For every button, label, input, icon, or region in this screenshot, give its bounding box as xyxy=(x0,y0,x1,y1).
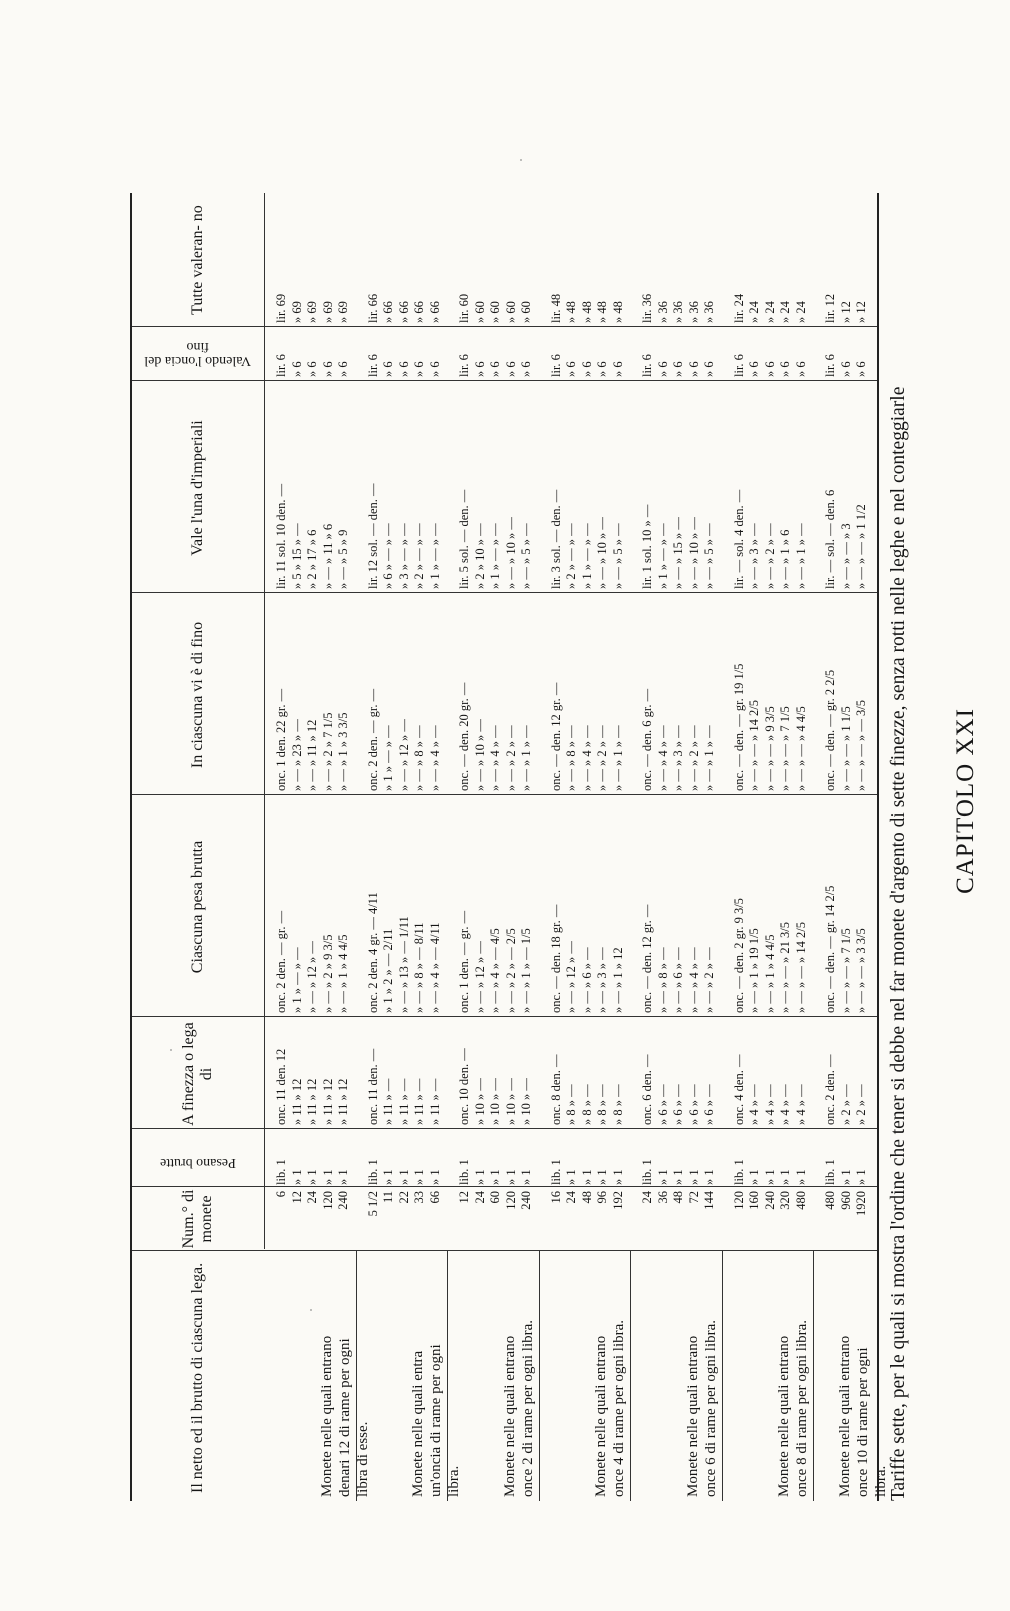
cell-num: 12 24 60 120 240 xyxy=(457,1191,533,1210)
cell-finezza: onc. 8 den. — » 8 » — » 8 » — » 8 » — » 8 » — xyxy=(548,1054,625,1125)
cell-finezza: onc. 11 den. — » 11 » — » 11 » — » 11 » — » 11 » — xyxy=(365,1048,442,1125)
header-oncia: Valendo l'oncia del fino xyxy=(144,339,252,368)
cell-valerano: lir. 66 » 66 » 66 » 66 » 66 xyxy=(365,293,442,323)
cell-pesano: lib. 1 » 1 » 1 » 1 » 1 xyxy=(548,1159,625,1185)
row-description: Monete nelle quali entrano once 6 di rame per ogni libra. xyxy=(684,1319,719,1497)
column-rule xyxy=(132,592,877,593)
row-rule xyxy=(447,1251,448,1501)
row-description: Monete nelle quali entrano once 2 di rame per ogni libra. xyxy=(501,1319,536,1497)
cell-fino: onc. — den. 6 gr. — » — » 4 » — » — » 3 » — » — » 2 » — » — » 1 » — xyxy=(640,688,716,791)
cell-pesa: onc. 1 den. — gr. — » — » 12 » — » — » 4 » — 4/5 » — » 2 » — 2/5 » — » 1 » — 1/5 xyxy=(457,910,533,1013)
row-rule xyxy=(813,1251,814,1501)
coin-table xyxy=(130,193,889,1501)
row-description: Monete nelle quali entrano once 10 di rame per ogni libra. xyxy=(836,1335,889,1497)
header-description: Il netto ed il brutto di ciascuna lega. xyxy=(189,1262,206,1493)
cell-finezza: onc. 4 den. — » 4 » — » 4 » — » 4 » — » 4 » — xyxy=(731,1054,808,1125)
cell-pesa: onc. 2 den. — gr. — » 1 » — » — » — » 12 » — » — » 2 » 9 3/5 » — » 1 » 4 4/5 xyxy=(274,910,350,1013)
cell-valerano: lir. 69 » 69 » 69 » 69 » 69 xyxy=(274,293,350,323)
header-valerano: Tutte valeran- no xyxy=(189,205,206,315)
cell-oncia: lir. 6 » 6 » 6 xyxy=(823,354,868,377)
cell-num: 5 1/2 11 22 33 66 xyxy=(365,1191,442,1217)
column-rule xyxy=(132,794,877,795)
cell-num: 24 36 48 72 144 xyxy=(640,1191,716,1210)
column-rule xyxy=(132,1128,877,1129)
column-rule xyxy=(132,326,877,327)
cell-pesa: onc. — den. — gr. 14 2/5 » — » — » 7 1/5 » — » — » 3 3/5 xyxy=(823,885,868,1013)
cell-pesa: onc. — den. 12 gr. — » — » 8 » — » — » 6 » — » — » 4 » — » — » 2 » — xyxy=(640,904,716,1013)
cell-pesa: onc. 2 den. 4 gr. — 4/11 » 1 » 2 » — 2/11 » — » 13 » — 1/11 » — » 8 » — 8/11 » — » 4 » — 4/11 xyxy=(365,892,442,1013)
chapter-title: CAPITOLO XXI xyxy=(952,708,979,894)
row-description: Monete nelle quali entrano once 8 di rame per ogni libra. xyxy=(776,1319,810,1497)
cell-pesano: lib. 1 » 1 » 1 xyxy=(823,1159,868,1185)
row-rule xyxy=(356,1251,357,1501)
cell-pesa: onc. — den. 18 gr. — » — » 12 » — » — » 6 » — » — » 3 » — » — » 1 » 12 xyxy=(548,904,625,1013)
header-pesa: Ciascuna pesa brutta xyxy=(189,840,206,974)
header-fino: In ciascuna vi è di fino xyxy=(189,621,206,769)
cell-num: 16 24 48 96 192 xyxy=(548,1191,625,1210)
cell-imperiali: lir. — sol. 4 den. — » — » 3 » — » — » 2 » — » — » 1 » 6 » — » 1 » — xyxy=(731,489,808,589)
cell-valerano: lir. 48 » 48 » 48 » 48 » 48 xyxy=(548,293,625,323)
cell-fino: onc. 2 den. — gr. — » 1 » — » — » — » 12 » — » — » 8 » — » — » 4 » — xyxy=(365,688,442,791)
cell-fino: onc. — den. — gr. 2 2/5 » — » — » 1 1/5 » — » — » — 3/5 xyxy=(823,669,868,791)
cell-oncia: lir. 6 » 6 » 6 » 6 » 6 xyxy=(731,354,808,377)
cell-oncia: lir. 6 » 6 » 6 » 6 » 6 xyxy=(365,354,442,377)
cell-finezza: onc. 11 den. 12 » 11 » 12 » 11 » 12 » 11 » 12 » 11 » 12 xyxy=(274,1048,350,1125)
cell-finezza: onc. 6 den. — » 6 » — » 6 » — » 6 » — » 6 » — xyxy=(640,1054,716,1125)
cell-num: 120 160 240 320 480 xyxy=(731,1191,808,1210)
cell-pesa: onc. — den. 2 gr. 9 3/5 » — » 1 » 19 1/5 » — » 1 » 4 4/5 » — » — » 21 3/5 » — » — » 14 2/5 xyxy=(731,898,808,1013)
cell-finezza: onc. 10 den. — » 10 » — » 10 » — » 10 » — » 10 » — xyxy=(457,1048,533,1125)
header-finezza: A finezza o lega di xyxy=(180,1022,215,1126)
cell-oncia: lir. 6 » 6 » 6 » 6 » 6 xyxy=(457,354,533,377)
cell-valerano: lir. 36 » 36 » 36 » 36 » 36 xyxy=(640,293,716,323)
cell-fino: onc. 1 den. 22 gr. — » — » 23 » — » — » 11 » 12 » — » 2 » 7 1/5 » — » 1 » 3 3/5 xyxy=(274,688,350,791)
cell-oncia: lir. 6 » 6 » 6 » 6 » 6 xyxy=(274,354,350,377)
cell-num: 480 960 1920 xyxy=(823,1191,868,1216)
cell-pesano: lib. 1 » 1 » 1 » 1 » 1 xyxy=(274,1159,350,1185)
column-rule xyxy=(132,1016,877,1017)
column-rule xyxy=(132,380,877,381)
cell-imperiali: lir. 12 sol. — den. — » 6 » — » — » 3 » — » — » 2 » — » — » 1 » — » — xyxy=(365,483,442,589)
cell-fino: onc. — den. 12 gr. — » — » 8 » — » — » 4 » — » — » 2 » — » — » 1 » — xyxy=(548,682,625,791)
row-description: Monete nelle quali entrano denari 12 di rame per ogni libra di esse. xyxy=(318,1335,371,1497)
cell-valerano: lir. 12 » 12 » 12 xyxy=(823,293,868,323)
row-rule xyxy=(722,1251,723,1501)
header-num: Num.° di monete xyxy=(180,1189,215,1249)
cell-finezza: onc. 2 den. — » 2 » — » 2 » — xyxy=(823,1054,868,1125)
cell-oncia: lir. 6 » 6 » 6 » 6 » 6 xyxy=(548,354,625,377)
cell-pesano: lib. 1 » 1 » 1 » 1 » 1 xyxy=(731,1159,808,1185)
cell-pesano: lib. 1 » 1 » 1 » 1 » 1 xyxy=(640,1159,716,1185)
cell-fino: onc. — den. 20 gr. — » — » 10 » — » — » 4 » — » — » 2 » — » — » 1 » — xyxy=(457,682,533,791)
cell-fino: onc. — den. — gr. 19 1/5 » — » — » 14 2/5 » — » — » 9 3/5 » — » — » 7 1/5 » — » — » 4 4/5 xyxy=(731,663,808,791)
cell-valerano: lir. 60 » 60 » 60 » 60 » 60 xyxy=(457,293,533,323)
cell-imperiali: lir. 5 sol. — den. — » 2 » 10 » — » 1 » — » — » — » 10 » — » — » 5 » — xyxy=(457,489,533,589)
column-rule xyxy=(132,1250,877,1251)
cell-valerano: lir. 24 » 24 » 24 » 24 » 24 xyxy=(731,293,808,323)
row-rule xyxy=(630,1251,631,1501)
column-rule xyxy=(132,1186,877,1187)
cell-oncia: lir. 6 » 6 » 6 » 6 » 6 xyxy=(640,354,716,377)
page-subtitle: Tariffe sette, per le quali si mostra l'ordine che tener si debbe nel far monete d'argento di sette finezze, senza rotti nelle leghe e nel conteggiarle xyxy=(888,386,909,1501)
row-description: Monete nelle quali entrano once 4 di rame per ogni libra. xyxy=(593,1319,627,1497)
header-pesano: Pesano brutte xyxy=(160,1155,236,1170)
cell-imperiali: lir. 3 sol. — den. — » 2 » — » — » 1 » — » — » — » 10 » — » — » 5 » — xyxy=(548,489,625,589)
cell-imperiali: lir. 11 sol. 10 den. — » 5 » 15 » — » 2 » 17 » 6 » — » 11 » 6 » — » 5 » 9 xyxy=(274,483,350,589)
cell-pesano: lib. 1 » 1 » 1 » 1 » 1 xyxy=(365,1159,442,1185)
cell-imperiali: lir. 1 sol. 10 » — » 1 » — » — » — » 15 » — » — » 10 » — » — » 5 » — xyxy=(640,504,716,589)
header-imperiali: Vale l'una d'imperiali xyxy=(189,420,206,556)
cell-pesano: lib. 1 » 1 » 1 » 1 » 1 xyxy=(457,1159,533,1185)
cell-imperiali: lir. — sol. — den. 6 » — » — » 3 » — » — » 1 1/2 xyxy=(823,489,868,589)
cell-num: 6 12 24 120 240 xyxy=(274,1191,350,1210)
row-description: Monete nelle quali entra un'oncia di rame per ogni libra. xyxy=(410,1344,462,1497)
row-rule xyxy=(539,1251,540,1501)
